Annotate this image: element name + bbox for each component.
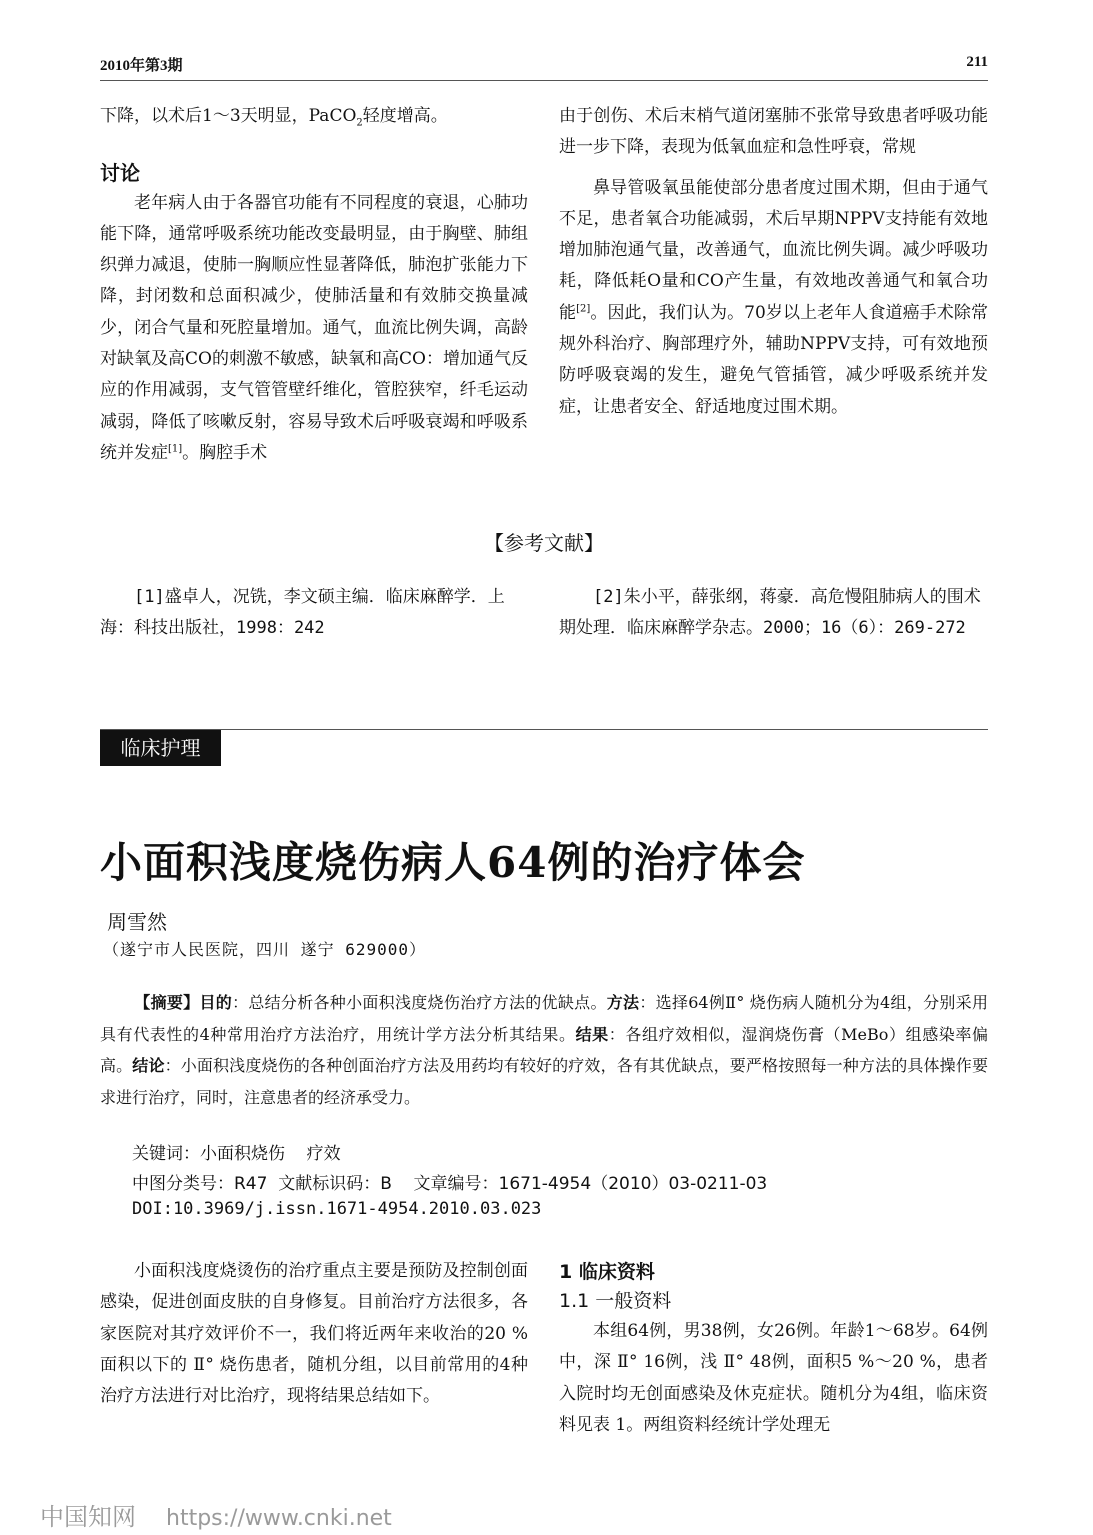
clinical-data-paragraph: 本组64例，男38例，女26例。年龄1～68岁。64例中，深 Ⅱ° 16例，浅 Ⅱ° 48例，面积5 %～20 %，患者入院时均无创面感染及休克症状。随机分为4组，临床资料见表 1。两组资料经统计学处理无	[559, 1321, 988, 1435]
cnki-watermark	[40, 1497, 392, 1532]
paragraph-continued-right: 由于创伤、术后末梢气道闭塞肺不张常导致患者呼吸功能进一步下降，表现为低氧血症和急性呼衰，常规	[559, 106, 988, 158]
cnki-url: https://www.cnki.net	[166, 1506, 392, 1531]
paragraph-continued: 下降，以术后1～3天明显，PaCO$_2$轻度增高。	[100, 106, 448, 129]
subsection-heading-general: 1.1 一般资料	[559, 1290, 672, 1312]
section-heading-discussion: 讨论	[100, 161, 140, 186]
cnki-brand: 中国知网	[40, 1503, 136, 1531]
author-name: 周雪然	[107, 910, 167, 934]
reference-1: [1]盛卓人，况铣，李文硕主编．临床麻醉学．上海：科技出版社，1998：242	[100, 587, 505, 638]
method-label: 方法	[606, 993, 640, 1012]
section-banner: 临床护理	[100, 730, 221, 766]
doi: DOI:10.3969/j.issn.1671-4954.2010.03.023	[132, 1199, 542, 1219]
article-title: 小面积浅度烧伤病人64例的治疗体会	[100, 838, 806, 887]
introduction-paragraph: 小面积浅度烧烫伤的治疗重点主要是预防及控制创面感染，促进创面皮肤的自身修复。目前治疗方法很多，各家医院对其疗效评价不一，我们将近两年来收治的20 %面积以下的 Ⅱ° 烧伤患者，随机分组，以目前常用的4种治疗方法进行对比治疗，现将结果总结如下。	[100, 1261, 528, 1407]
header-rule	[100, 80, 988, 81]
section-rule	[100, 729, 988, 730]
page-number: 211	[966, 54, 988, 70]
section-heading-clinical: 1 临床资料	[559, 1261, 655, 1283]
introduction	[100, 1256, 528, 1412]
right-column-continued	[559, 101, 988, 423]
citation: [1]	[168, 443, 183, 455]
journal-issue: 2010年第3期	[100, 58, 183, 74]
left-column-continued	[100, 101, 528, 469]
discussion-paragraph: 老年病人由于各器官功能有不同程度的衰退，心肺功能下降，通常呼吸系统功能改变最明显，由于胸壁、肺组织弹力减退，使肺一胸顺应性显著降低，肺泡扩张能力下降，封闭数和总面积减少，使肺活量和有效肺交换量减少，闭合气量和死腔量增加。通气，血流比例失调，高龄对缺氧及高CO的刺激不敏感，缺氧和高CO：增加通气反应的作用减弱，支气管管壁纤维化，管腔狭窄，纤毛运动减弱，降低了咳嗽反射，容易导致术后呼吸衰竭和呼吸系统并发症[1]。胸腔手术	[100, 192, 528, 463]
reference-2: [2]朱小平，薛张纲，蒋豪．高危慢阻肺病人的围术期处理．临床麻醉学杂志。2000；16（6）：269-272	[559, 587, 981, 638]
references-title: 【参考文献】	[484, 531, 604, 555]
objective-label: 目的	[199, 993, 233, 1012]
abstract: 【摘要】目的：总结分析各种小面积浅度烧伤治疗方法的优缺点。方法：选择64例Ⅱ° 烧伤病人随机分为4组，分别采用具有代表性的4种常用治疗方法治疗，用统计学方法分析其结果。结果：各组疗效相似，湿润烧伤膏（MeBo）组感染率偏高。结论：小面积浅度烧伤的各种创面治疗方法及用药均有较好的疗效，各有其优缺点，要严格按照每一种方法的具体操作要求进行治疗，同时，注意患者的经济承受力。	[100, 993, 988, 1107]
conclusion-paragraph: 鼻导管吸氧虽能使部分患者度过围术期，但由于通气不足，患者氧合功能减弱，术后早期NPPV支持能有效地增加肺泡通气量，改善通气，血流比例失调。减少呼吸功耗，降低耗O量和CO产生量，有效地改善通气和氧合功能[2]。因此，我们认为。70岁以上老年人食道癌手术除常规外科治疗、胸部理疗外，辅助NPPV支持，可有效地预防呼吸衰竭的发生，避免气管插管，减少呼吸系统并发症，让患者安全、舒适地度过围术期。	[559, 177, 988, 417]
classification-info: 中图分类号：R47 文献标识码：B 文章编号：1671-4954（2010）03-0211-03	[132, 1174, 768, 1194]
conclusion-label: 结论	[132, 1056, 165, 1075]
keywords: 关键词：小面积烧伤 疗效	[132, 1144, 341, 1164]
result-label: 结果	[575, 1024, 609, 1044]
citation: [2]	[576, 303, 591, 315]
clinical-data	[559, 1258, 988, 1441]
author-affiliation: （遂宁市人民医院，四川 遂宁 629000）	[103, 940, 427, 959]
abstract-label: 【摘要】	[134, 993, 200, 1012]
